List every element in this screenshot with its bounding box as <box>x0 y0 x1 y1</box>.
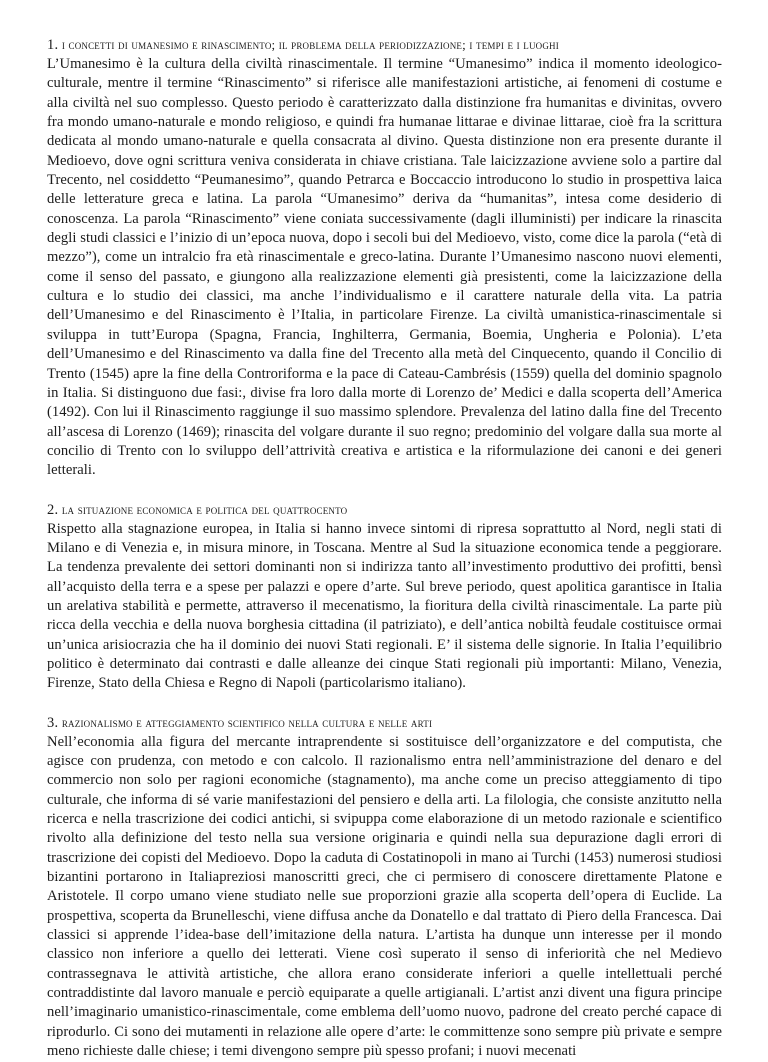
section-body: L’Umanesimo è la cultura della civiltà rinascimentale. Il termine “Umanesimo” indica il momento ideologico-culturale, mentre il termine “Rinascimento” si riferisce alle manifestazioni artistiche, ai fenomeni di costume e alla civiltà nel suo complesso. Questo periodo è caratterizzato dalla distinzione fra humanitas e divinitas, ovvero fra mondo umano-naturale e mondo religioso, e quindi fra humanae littarae e divinae littarae, cioè fra la scrittura dedicata al mondo umano-naturale e quella consacrata al divino. Questa distinzione non era presente durante il Medioevo, dove ogni scrittura veniva considerata in chiave cristiana. Tale laicizzazione avviene solo a partire dal Trecento, nel cosiddetto “Peumanesimo”, quando Petrarca e Boccaccio introducono lo studio in prospettiva laica delle letterature greca e latina. La parola “Umanesimo” deriva da “humanitas”, intesa come desiderio di conoscenza. La parola “Rinascimento” viene coniata successivamente (dagli illuministi) per indicare la rinascita degli studi classici e l’inizio di un’epoca nuova, dopo i secoli bui del Medioevo, visto, come dice la parola (“età di mezzo”), come un intralcio fra età rinascimentale e greco-latina. Durante l’Umanesimo nascono nuovi elementi, come il senso del passato, e giungono alla realizzazione elementi già presistenti, come la laicizzazione della cultura e lo studio dei classici, ma anche l’individualismo e il carattere naturale della vita. La patria dell’Umanesimo e del Rinascimento è l’Italia, in particolare Firenze. La civiltà umanistica-rinascimentale si sviluppa in tutt’Europa (Spagna, Francia, Inghilterra, Germania, Boemia, Ungheria e Polonia). L’eta dell’Umanesimo e del Rinascimento va dalla fine del Trecento alla metà del Cinquecento, quando il Concilio di Trento (1545) apre la fine della Controriforma e la pace di Cateau-Cambrésis (1559) quella del dominio spagnolo in Italia. Si distinguono due fasi:, divise fra loro dalla morte di Lorenzo de’ Medici e dalla scoperta dell’America (1492). Con lui il Rinascimento raggiunge il suo massimo splendore. Prevalenza del latino dalla fine del Trecento all’ascesa di Lorenzo (1469); rinascita del volgare durante il suo regno; predominio del volgare dalla sua morte al concilio di Trento con lo sviluppo dell’attrività creativa e artistica e la riformulazione dei canoni e dei generi letterali. <box>47 56 722 479</box>
section-heading <box>47 501 722 519</box>
section-1 <box>47 36 722 481</box>
section-title: i concetti di umanesimo e rinascimento; il problema della periodizzazione; i tempi e i luoghi <box>61 37 559 52</box>
section-title: la situazione economica e politica del quattrocento <box>61 501 348 517</box>
section-number: 2. <box>47 501 59 518</box>
section-number: 3. <box>47 714 59 731</box>
section-title: razionalismo e atteggiamento scientifico nella cultura e nelle arti <box>61 714 433 730</box>
section-number: 1. <box>47 37 59 53</box>
section-2 <box>47 501 722 694</box>
section-body: Rispetto alla stagnazione europea, in Italia si hanno invece sintomi di ripresa soprattutto al Nord, negli stati di Milano e di Venezia e, in misura minore, in Toscana. Mentre al Sud la situazione economica tende a peggiorare. La tendenza prevalente dei settori dominanti non si indirizza tanto all’investimento produttivo dei profitti, bensì all’acquisto della terra e a spese per palazzi e opere d’arte. Sul breve periodo, quest apolitica garantisce in Italia un arelativa stabilità e permette, attraverso il mecenatismo, la fioritura della civiltà rinascimentale. La parte più ricca della vecchia e della nuova borghesia cittadina (il patriziato), e dell’antica nobiltà feudale costituisce ormai un’unica arisiocrazia che ha il dominio dei nuovi Stati regionali. E’ il sistema delle signorie. In Italia l’equilibrio politico è determinato dai contrasti e dalle alleanze dei cinque Stati regionali più importanti: Milano, Venezia, Firenze, Stato della Chiesa e Regno di Napoli (particolarismo italiano). <box>47 520 722 692</box>
section-heading <box>47 36 722 54</box>
section-3 <box>47 714 722 1062</box>
section-body: Nell’economia alla figura del mercante intraprendente si sostituisce dell’organizzatore e del computista, che agisce con prudenza, con metodo e con calcolo. Il razionalismo entra nell’amministrazione del denaro e del commercio non solo per ragioni economiche (stagnamento), ma anche come un preciso atteggiamento di tipo culturale, che informa di sé varie manifestazioni del pensiero e della arti. La filologia, che consiste anzitutto nella ricerca e nella trascrizione dei codici antichi, si svipuppa come elaborazione di un metodo razionale e scientifico rivolto alla definizione del testo nella sua versione originaria e quindi nella sua depurazione dagli errori di trascrizione dei copisti del Medioevo. Dopo la caduta di Costatinopoli in mano ai Turchi (1453) numerosi studiosi bizantini portarono in Italiapreziosi manoscritti greci, che ci permisero di conoscere direttamente Platone e Aristotele. Il corpo umano viene studiato nelle sue proporzioni grazie alla scoperta dell’opera di Euclide. La prospettiva, scoperta da Brunelleschi, viene diffusa anche da Donatello e dal trattato di Piero della Francesca. Dai classici si apprende l’idea-base dell’imitazione della natura. L’artista ha dunque unn interesse per il mondo classico non inferiore a quello dei letterati. Viene così superato il senso di inferiorità che nel Medievo contrassegnava le attività artistiche, che allora erano considerate inferiori a quelle intellettuali perché contraddistinte dal lavoro manuale e perciò equiparate a quelle artigianali. L’artist anzi divent una figura principe nell’imaginario umanistico-rinascimentale, come emblema dell’uomo nuovo, padrone del creato perché capace di riprodurlo. Ci sono dei mutamenti in relazione alle opere d’arte: le committenze sono sempre più private e sempre meno richieste dalle chiese; i temi divengono sempre più spesso profani; i nuovi mecenati <box>47 733 722 1060</box>
section-heading <box>47 714 722 732</box>
